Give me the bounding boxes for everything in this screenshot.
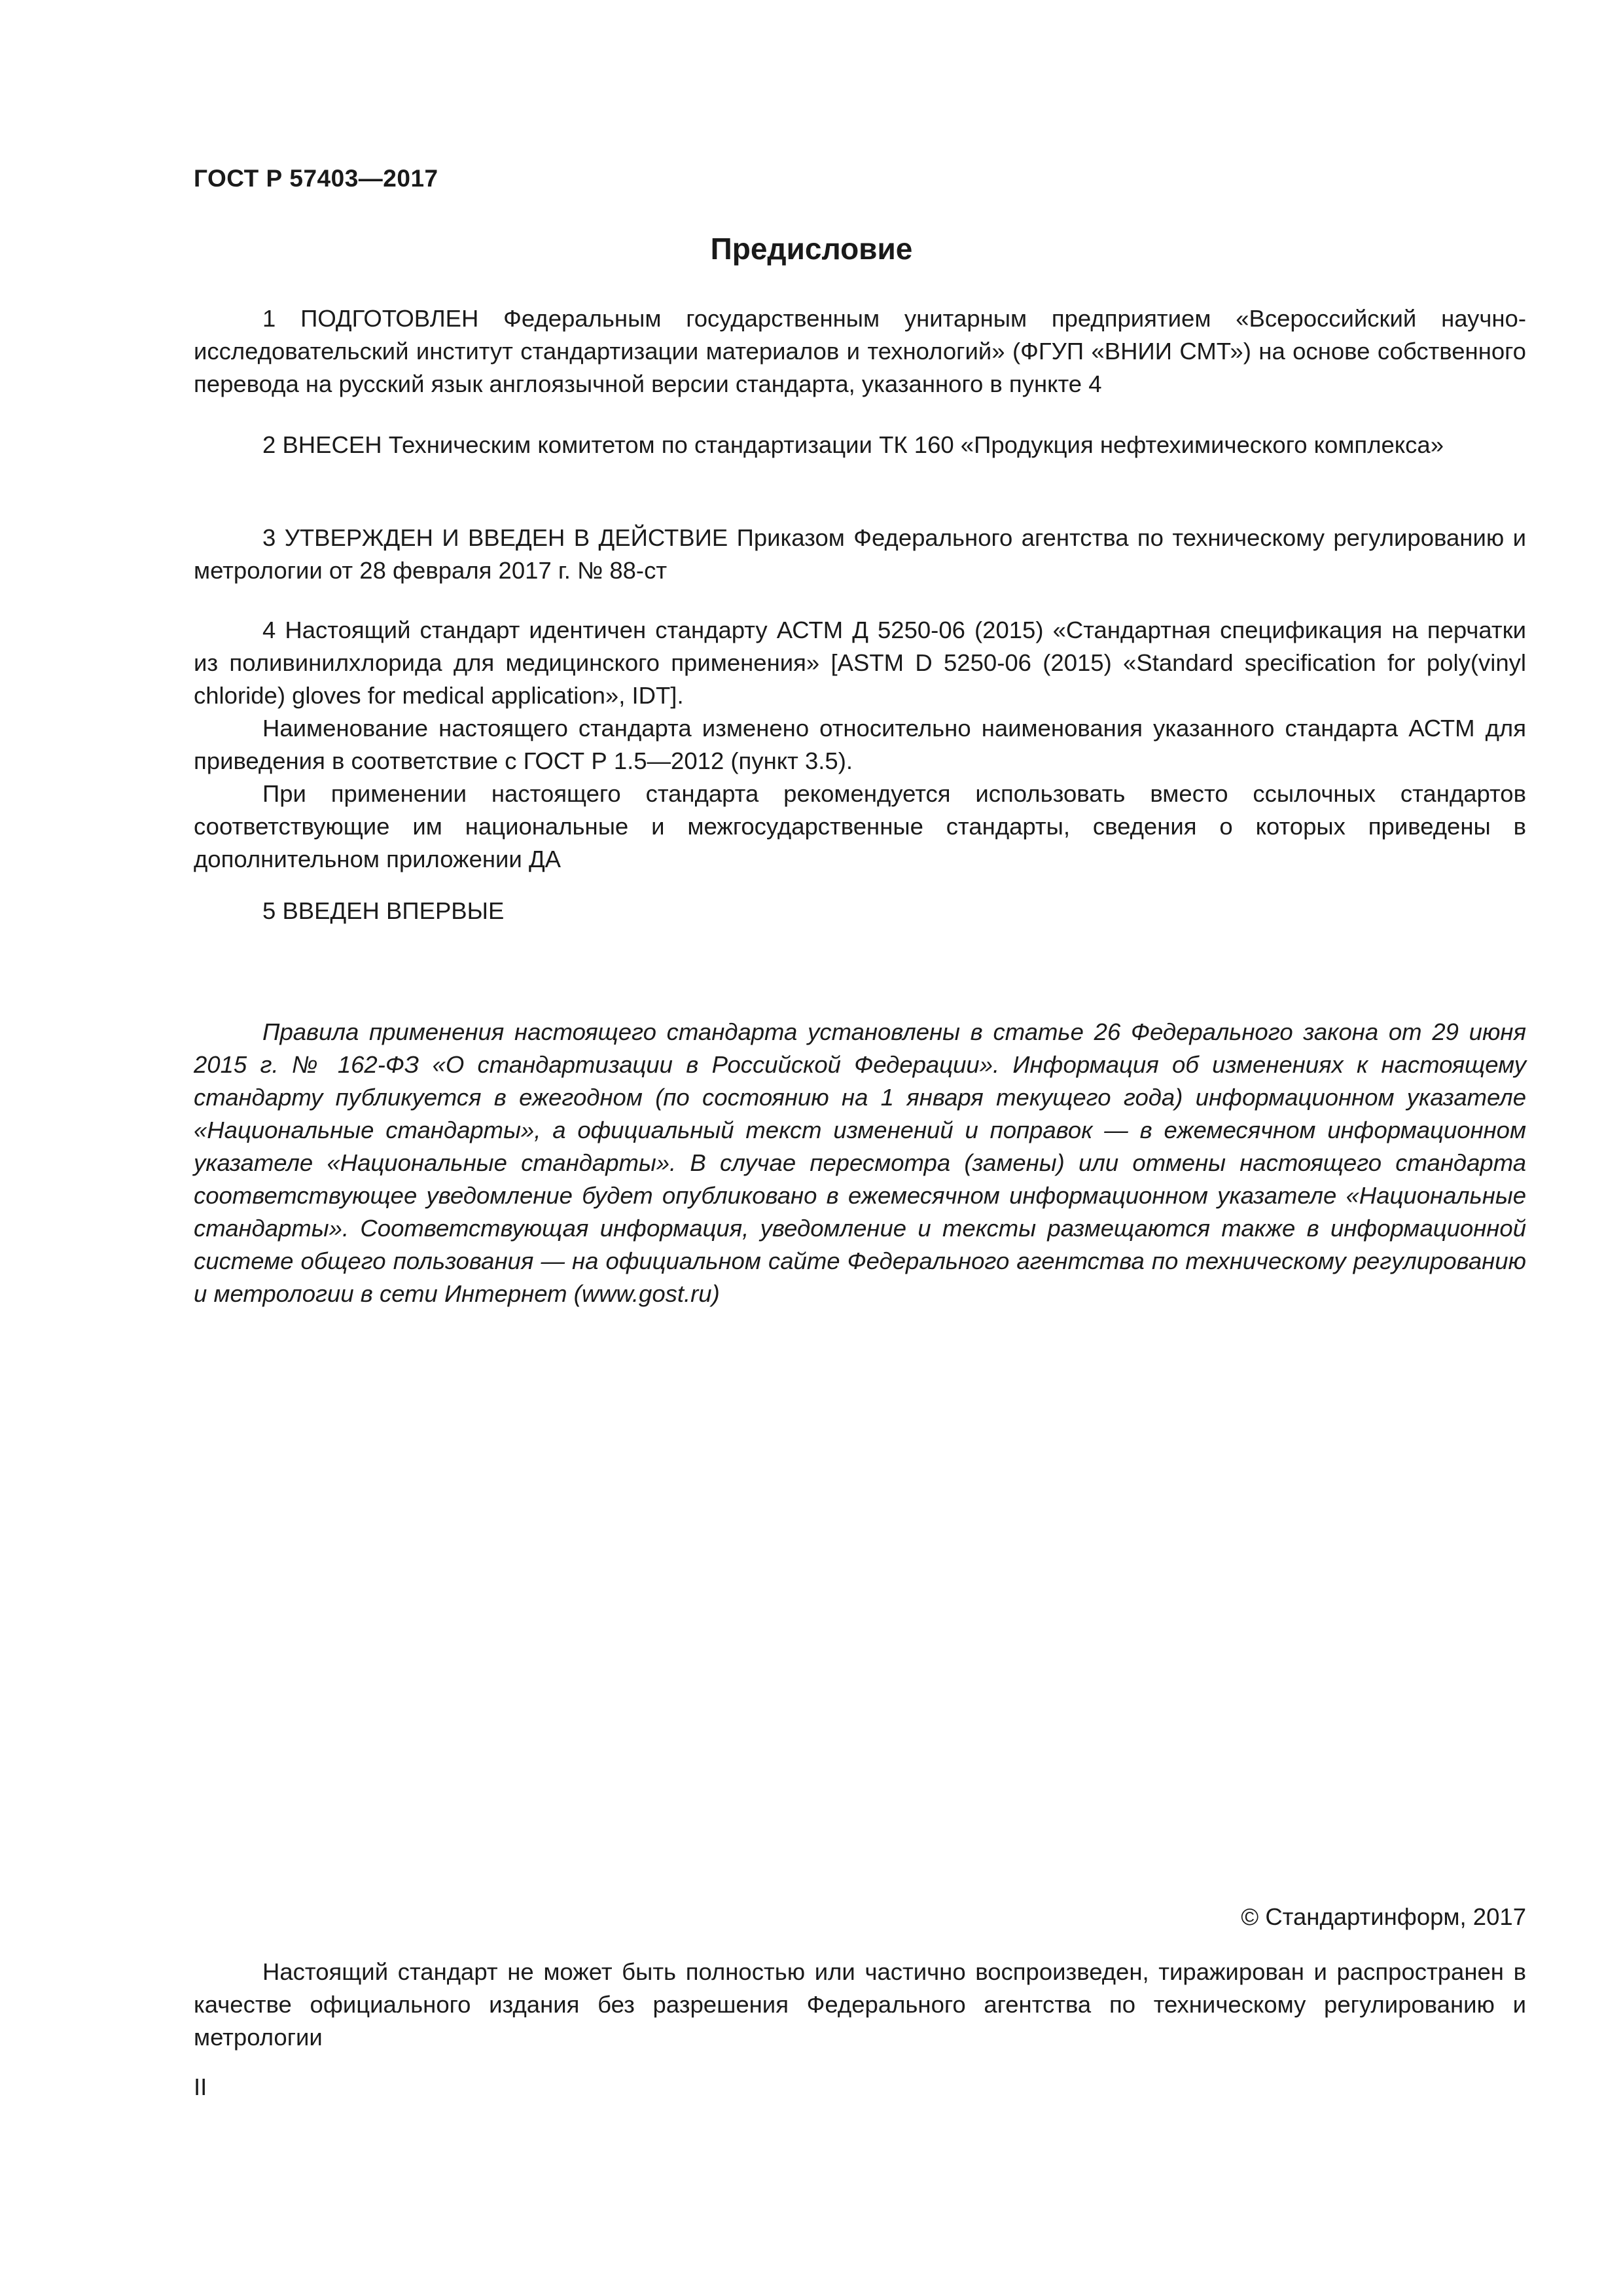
- preface-item-3-text: 3 УТВЕРЖДЕН И ВВЕДЕН В ДЕЙСТВИЕ Приказом Федерального агентства по техническому регулированию и метрологии от 28 февраля 2017 г. № 88-ст: [194, 524, 1526, 584]
- preface-item-4-title-change: Наименование настоящего стандарта изменено относительно наименования указанного стандарта АСТМ для приведения в соответствие с ГОСТ Р 1.5—2012 (пункт 3.5).: [194, 715, 1526, 774]
- preface-item-5-text: 5 ВВЕДЕН ВПЕРВЫЕ: [262, 897, 505, 924]
- preface-item-3: [194, 522, 1526, 587]
- standard-code: ГОСТ Р 57403—2017: [194, 165, 438, 192]
- preface-item-5: [194, 895, 1526, 927]
- preface-item-1: [194, 302, 1526, 401]
- page-number: II: [194, 2073, 207, 2100]
- preface-item-4-text: 4 Настоящий стандарт идентичен стандарту АСТМ Д 5250-06 (2015) «Стандартная спецификация на перчатки из поливинилхлорида для медицинского применения» [ASTM D 5250-06 (2015) «Standard specification for poly(vinyl chloride) gloves for medical application», IDT].: [194, 617, 1526, 709]
- page-title: Предисловие: [710, 232, 913, 266]
- application-rules-note: [194, 1016, 1526, 1310]
- preface-item-2-text: 2 ВНЕСЕН Техническим комитетом по стандартизации ТК 160 «Продукция нефтехимического комплекса»: [262, 431, 1444, 458]
- preface-item-1-text: 1 ПОДГОТОВЛЕН Федеральным государственным унитарным предприятием «Всероссийский научно-исследовательский институт стандартизации материалов и технологий» (ФГУП «ВНИИ СМТ») на основе собственного перевода на русский язык англоязычной версии стандарта, указанного в пункте 4: [194, 305, 1526, 397]
- preface-item-2: [194, 429, 1526, 461]
- preface-item-4: [194, 614, 1526, 876]
- reproduction-text: Настоящий стандарт не может быть полностью или частично воспроизведен, тиражирован и распространен в качестве официального издания без разрешения Федерального агентства по техническому регулированию и метрологии: [194, 1958, 1526, 2051]
- preface-item-4-references: При применении настоящего стандарта рекомендуется использовать вместо ссылочных стандартов соответствующие им национальные и межгосударственные стандарты, сведения о которых приведены в дополнительном приложении ДА: [194, 780, 1526, 872]
- application-rules-text: Правила применения настоящего стандарта установлены в статье 26 Федерального закона от 29 июня 2015 г. № 162-ФЗ «О стандартизации в Российской Федерации». Информация об изменениях к настоящему стандарту публикуется в ежегодном (по состоянию на 1 января текущего года) информационном указателе «Национальные стандарты», а официальный текст изменений и поправок — в ежемесячном информационном указателе «Национальные стандарты». В случае пересмотра (замены) или отмены настоящего стандарта соответствующее уведомление будет опубликовано в ежемесячном информационном указателе «Национальные стандарты». Соответствующая информация, уведомление и тексты размещаются также в информационной системе общего пользования — на официальном сайте Федерального агентства по техническому регулированию и метрологии в сети Интернет (www.gost.ru): [194, 1018, 1526, 1307]
- reproduction-notice: [194, 1956, 1526, 2054]
- copyright: © Стандартинформ, 2017: [1241, 1903, 1526, 1930]
